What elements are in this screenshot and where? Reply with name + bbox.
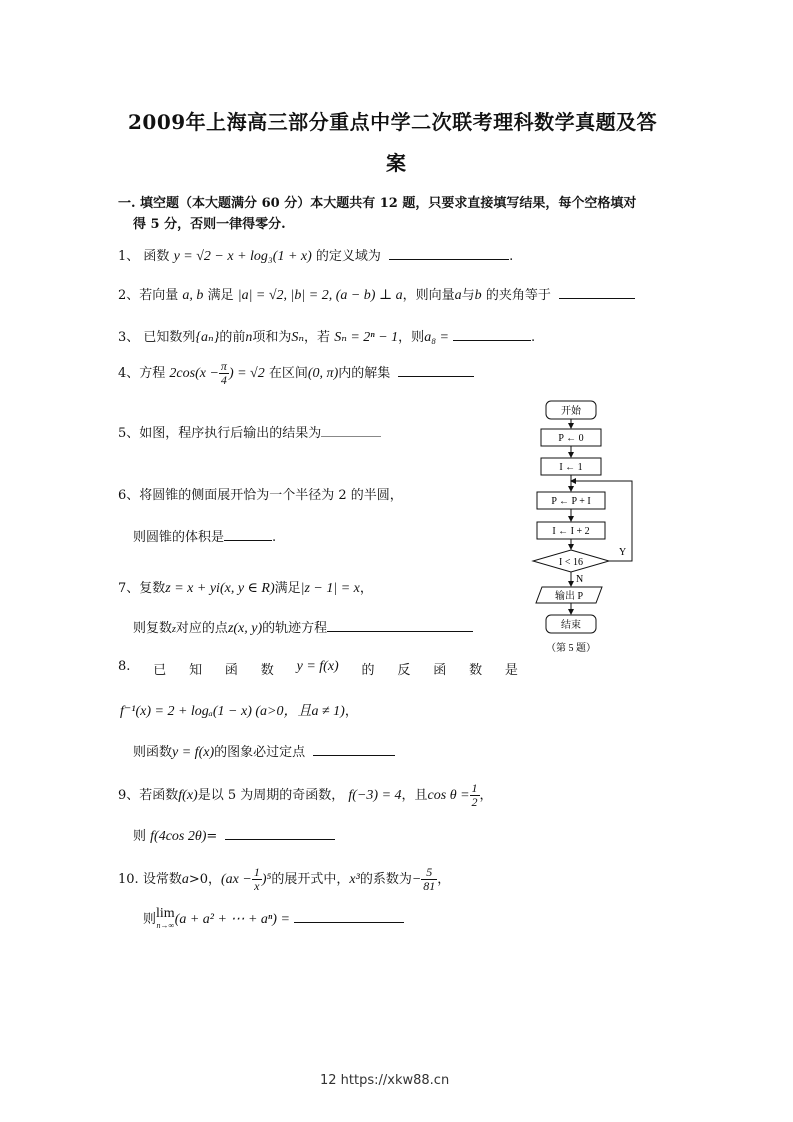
q10-minus: − <box>411 872 422 887</box>
question-7 <box>118 577 373 597</box>
q10-limit <box>156 908 175 932</box>
q2-condition: |a| = √2, |b| = 2, (a − b) ⊥ a <box>237 288 403 303</box>
q4-equation-left: 2cos(x − <box>169 366 219 381</box>
q10-text: 设常数 <box>142 872 182 887</box>
q8-answer-blank[interactable] <box>313 743 395 756</box>
question-2 <box>118 284 635 304</box>
q10-binomial-right: )⁵ <box>261 872 272 887</box>
q9-expression: f(4cos 2θ) <box>150 829 207 844</box>
q2-text-3: 的夹角等于 <box>485 288 551 303</box>
q9-den: 2 <box>471 795 478 809</box>
q9-comma: ， <box>479 788 493 803</box>
q7-condition: |z − 1| = x <box>300 581 360 596</box>
q8-char: 数 <box>260 663 274 678</box>
q8-char: 知 <box>189 663 203 678</box>
q1-text: 函数 <box>143 249 170 264</box>
question-8 <box>118 659 518 678</box>
flow-update-i-label: I ← I + 2 <box>552 526 590 537</box>
q3-text-5: ，则 <box>398 330 425 345</box>
q1-period: . <box>509 249 514 264</box>
q7-number: 7、复数 <box>118 581 166 596</box>
flowchart <box>520 395 640 660</box>
q4-number: 4、方程 <box>118 366 166 381</box>
q9-answer-blank[interactable] <box>225 827 335 840</box>
q7-text-2: 则复数 <box>133 621 173 636</box>
flow-start-label: 开始 <box>561 406 581 417</box>
q8-char: 函 <box>433 663 447 678</box>
q3-a8: a₈ = <box>424 330 450 345</box>
q1-answer-blank[interactable] <box>389 247 509 260</box>
question-9-cont <box>133 825 335 845</box>
q6-period: . <box>272 530 277 545</box>
q2-and: 与 <box>461 288 475 303</box>
q4-equation-right: ) = √2 <box>228 366 265 381</box>
q8-comma: ， <box>344 704 358 719</box>
q3-sequence: {aₙ} <box>195 330 220 345</box>
q10-number: 10. <box>118 872 139 887</box>
flow-update-p-label: P ← P + I <box>551 496 591 507</box>
q7-text-4: 的轨迹方程 <box>262 621 328 636</box>
q5-text: 5、如图，程序执行后输出的结果为 <box>118 426 322 441</box>
q7-text: 满足 <box>274 581 301 596</box>
q10-then: 则 <box>143 912 157 927</box>
question-6: 6、将圆锥的侧面展开恰为一个半径为 2 的半圆， <box>118 488 403 503</box>
q5-answer-blank[interactable] <box>321 424 381 437</box>
q4-text: 在区间 <box>268 366 308 381</box>
q7-comma: ， <box>359 581 373 596</box>
question-4 <box>118 360 474 387</box>
q10-num: 1 <box>253 865 260 879</box>
question-6-cont <box>133 526 276 545</box>
q2-text: 满足 <box>207 288 234 303</box>
q4-fraction <box>219 360 229 387</box>
q9-fraction <box>470 782 480 809</box>
q2-vector-a: a <box>454 288 462 303</box>
flow-caption: （第 5 题） <box>546 643 596 654</box>
q8-text: 则函数 <box>133 745 173 760</box>
q10-a: a <box>181 872 189 887</box>
q6-answer-blank[interactable] <box>224 528 272 541</box>
q1-number: 1、 <box>118 249 140 264</box>
q3-formula: Sₙ = 2ⁿ − 1 <box>334 330 399 345</box>
q9-function: f(x) <box>178 788 198 803</box>
section-header: 一. 填空题（本大题满分 60 分）本大题共有 12 题，只要求直接填写结果，每个空格填对 <box>118 196 637 211</box>
flow-output-label: 输出 P <box>554 591 584 602</box>
q8-number: 8. <box>118 659 131 674</box>
question-10-cont <box>143 908 404 932</box>
q8-text-2: 的图象必过定点 <box>214 745 306 760</box>
q10-series: (a + a² + ⋯ + aⁿ) = <box>174 912 290 927</box>
q9-value: f(−3) = 4 <box>348 788 402 803</box>
q2-text-2: ，则向量 <box>402 288 455 303</box>
q9-text-2: ，且 <box>401 788 428 803</box>
page-title-continued: 案 <box>386 151 407 175</box>
question-8-cont <box>133 741 395 761</box>
page-title: 2009年上海高三部分重点中学二次联考理科数学真题及答 <box>128 110 658 134</box>
q3-answer-blank[interactable] <box>453 328 531 341</box>
question-9 <box>118 782 493 809</box>
q4-pi: π <box>220 359 227 373</box>
q10-fraction <box>252 866 262 893</box>
q10-comma: ， <box>437 872 451 887</box>
q9-cos: cos θ = <box>427 788 470 803</box>
q10-coef-den: 81 <box>423 879 436 893</box>
question-5 <box>118 422 381 441</box>
q4-answer-blank[interactable] <box>398 364 474 377</box>
q1-text-2: 的定义域为 <box>315 249 381 264</box>
q3-period: . <box>531 330 536 345</box>
q4-four: 4 <box>220 373 227 387</box>
q3-text: 已知数列 <box>143 330 196 345</box>
q8-inverse: f⁻¹(x) = 2 + logₐ(1 − x) (a>0，且a ≠ 1) <box>120 704 345 719</box>
q8-char: 反 <box>397 663 411 678</box>
flow-init-p-label: P ← 0 <box>558 433 584 444</box>
q6-text: 则圆锥的体积是 <box>133 530 225 545</box>
q10-coefficient <box>421 866 437 893</box>
q10-x3: x³ <box>349 872 360 887</box>
q7-answer-blank[interactable] <box>327 619 473 632</box>
question-1 <box>118 245 513 265</box>
q10-text-3: 的展开式中， <box>271 872 350 887</box>
q3-text-3: 项和为 <box>252 330 292 345</box>
q3-number: 3、 <box>118 330 140 345</box>
q8-char: 的 <box>361 663 375 678</box>
q8-char: 已 <box>153 663 167 678</box>
q10-text-4: 的系数为 <box>359 872 412 887</box>
q8-function: y = f(x) <box>296 659 339 674</box>
q3-text-2: 的前 <box>219 330 246 345</box>
q9-number: 9、若函数 <box>118 788 179 803</box>
question-8-formula <box>120 700 358 720</box>
flow-no-label: N <box>576 574 584 585</box>
q3-sn: Sₙ <box>291 330 305 345</box>
q7-z: z <box>172 624 176 635</box>
flow-init-i-label: I ← 1 <box>559 462 583 473</box>
flow-end-label: 结束 <box>561 620 581 631</box>
q10-lim-sub: n→∞ <box>156 921 175 930</box>
q8-char: 是 <box>504 663 518 678</box>
question-3 <box>118 326 535 346</box>
section-header-cont: 得 5 分，否则一律得零分. <box>133 217 286 232</box>
q10-answer-blank[interactable] <box>294 910 404 923</box>
flow-yes-label: Y <box>619 547 627 558</box>
q2-number: 2、若向量 <box>118 288 179 303</box>
question-7-cont <box>133 617 473 637</box>
q8-function-2: y = f(x) <box>172 745 215 760</box>
q10-lim: lim <box>156 906 175 921</box>
q9-then: 则 <box>133 829 147 844</box>
q3-text-4: ，若 <box>304 330 331 345</box>
q7-complex: z = x + yi(x, y ∈ R) <box>165 581 275 596</box>
q4-text-2: 内的解集 <box>338 366 391 381</box>
q8-char: 函 <box>224 663 238 678</box>
q10-text-2: >0， <box>188 872 222 887</box>
q9-num: 1 <box>471 781 478 795</box>
q9-equals: = <box>206 829 218 844</box>
q7-text-3: 对应的点 <box>175 621 228 636</box>
q10-den: x <box>254 879 260 893</box>
q9-text: 是以 5 为周期的奇函数， <box>197 788 345 803</box>
q2-vectors: a, b <box>182 288 204 303</box>
question-10 <box>118 866 450 893</box>
footer: 12 https://xkw88.cn <box>320 1073 450 1088</box>
q4-interval: (0, π) <box>307 366 339 381</box>
q2-answer-blank[interactable] <box>559 286 635 299</box>
q8-char: 数 <box>469 663 483 678</box>
q3-n: n <box>245 330 253 345</box>
q10-binomial-left: (ax − <box>221 872 252 887</box>
q1-formula: y = √2 − x + log₃(1 + x) <box>173 249 312 264</box>
q7-point: z(x, y) <box>227 621 263 636</box>
flow-condition-label: I < 16 <box>559 557 583 568</box>
q2-vector-b: b <box>474 288 482 303</box>
q10-coef-num: 5 <box>421 866 437 880</box>
